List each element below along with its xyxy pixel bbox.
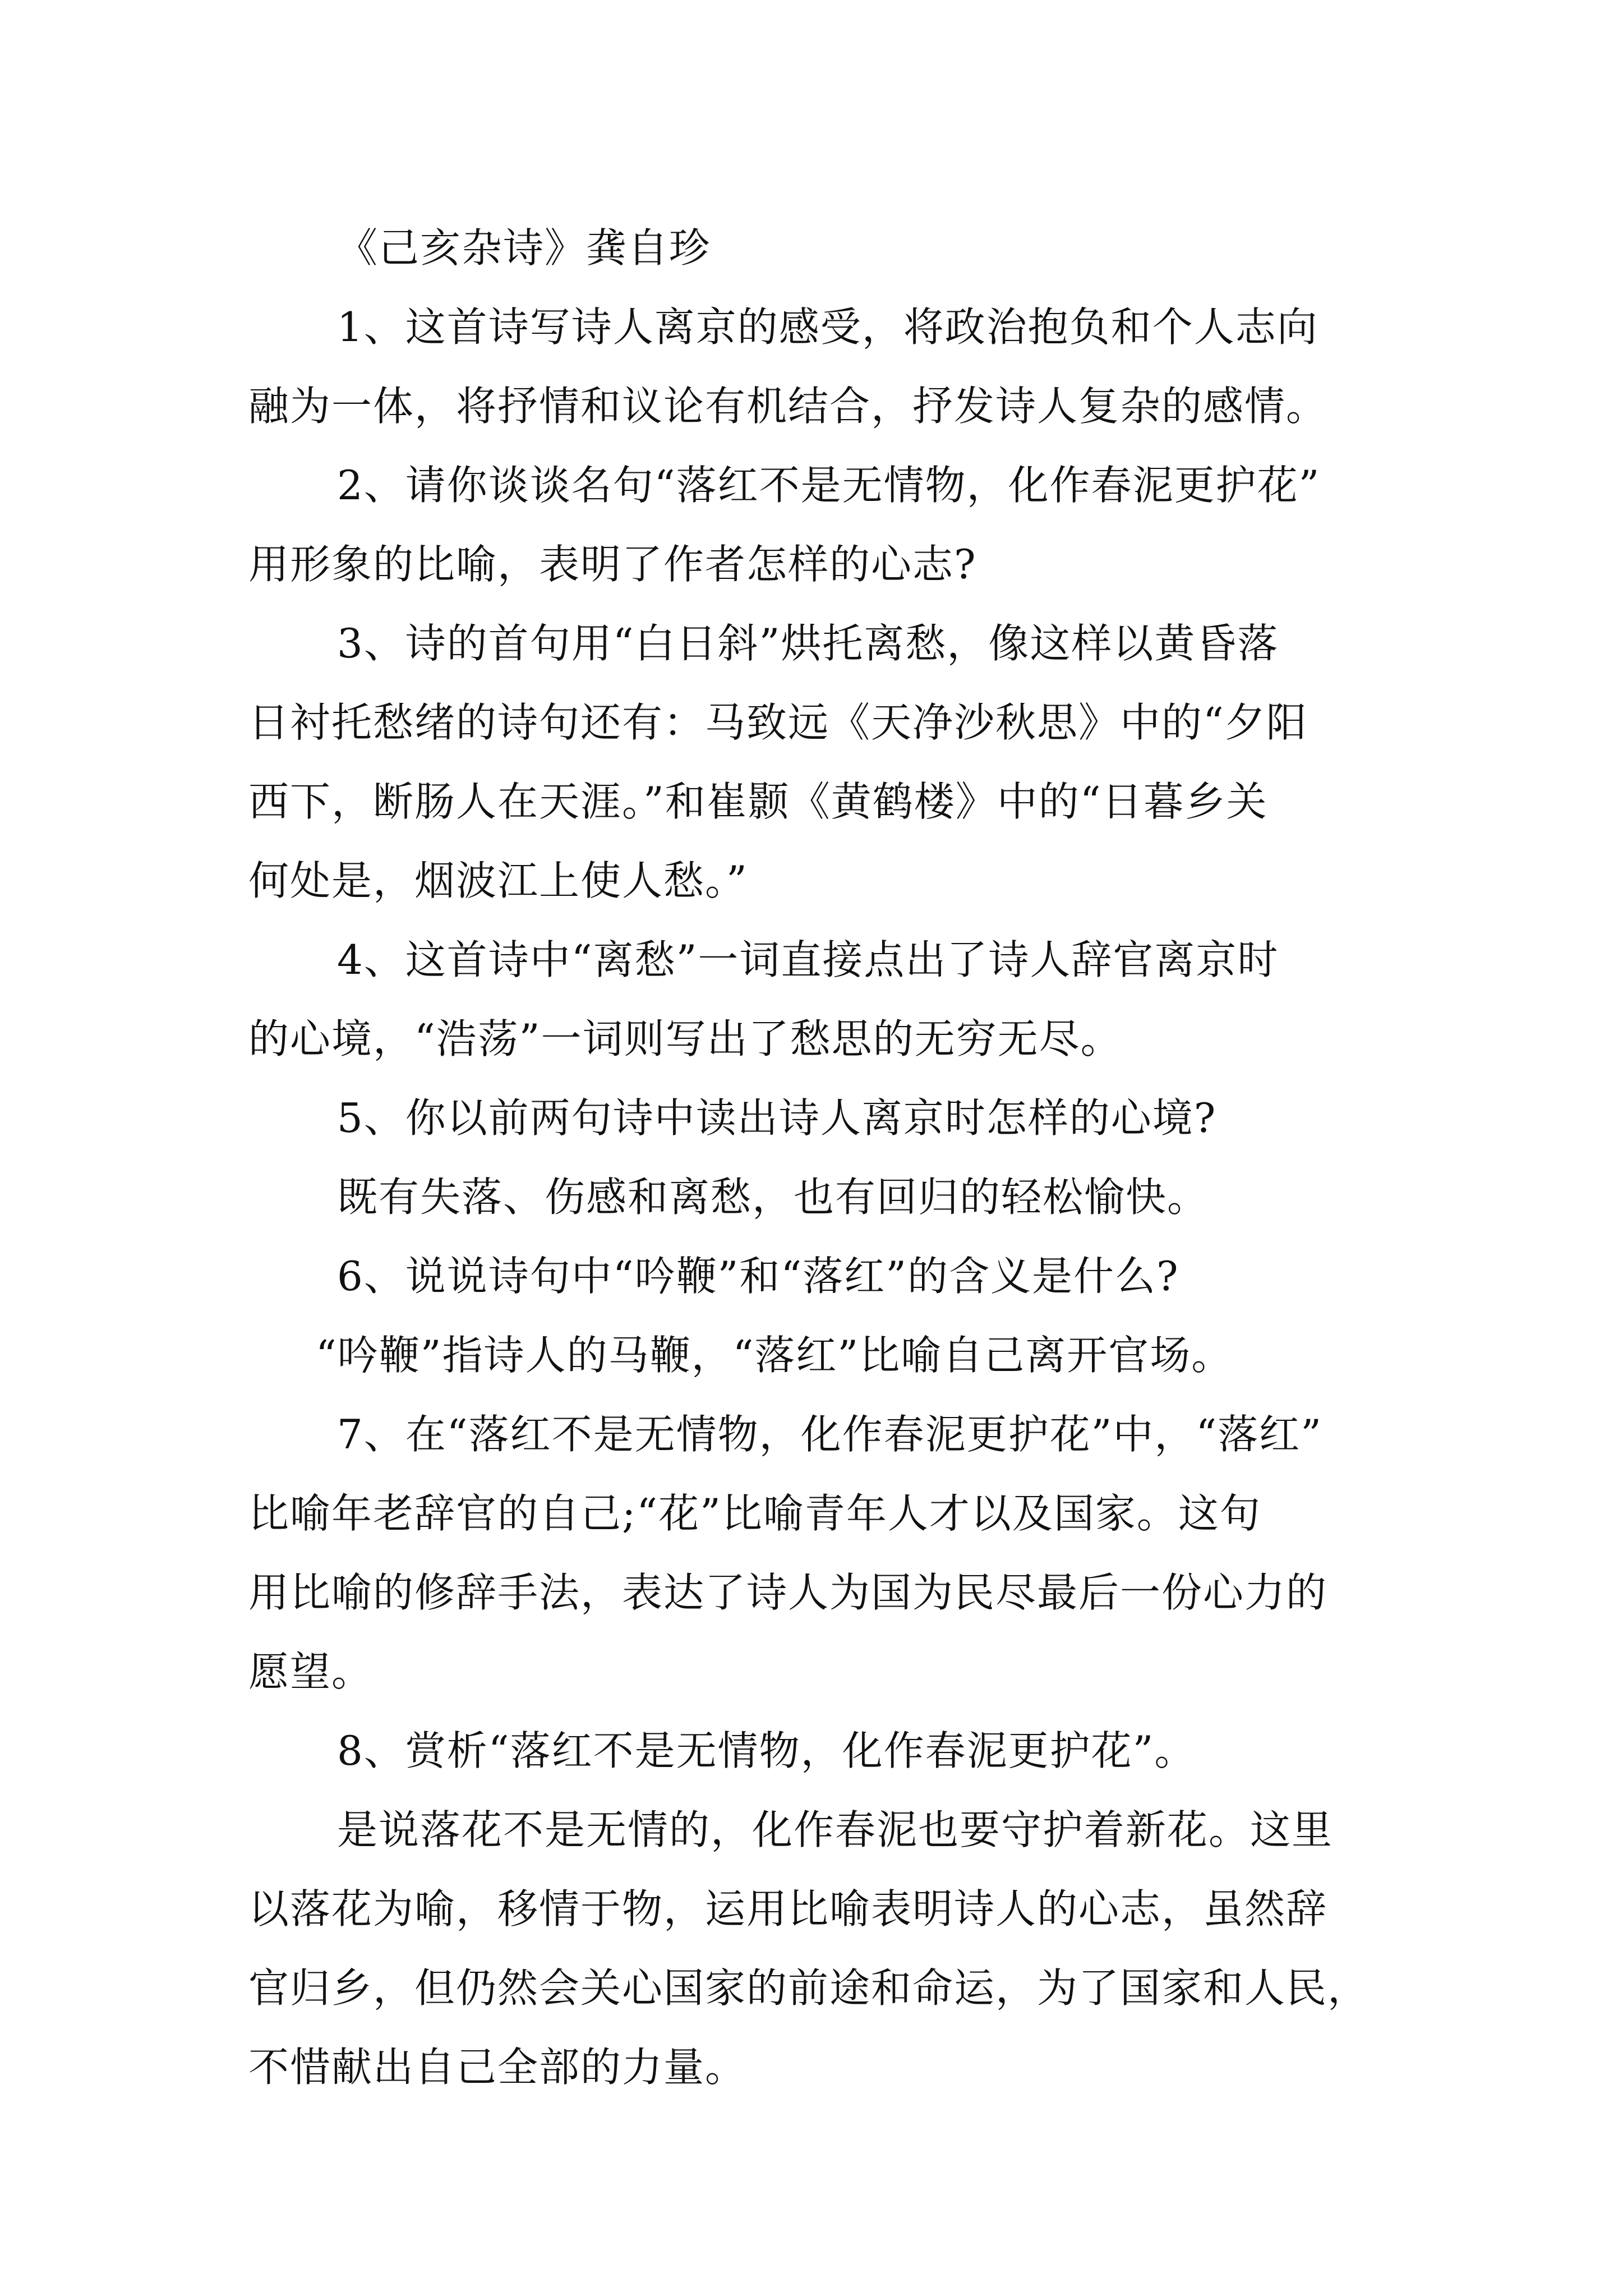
document-body <box>248 209 1376 2107</box>
paragraph-line: 官归乡，但仍然会关心国家的前途和命运，为了国家和人民， <box>248 1964 1370 2012</box>
paragraph-5 <box>248 1079 1376 1158</box>
paragraph-line: 西下，断肠人在天涯。”和崔颢《黄鹤楼》中的“日暮乡关 <box>248 778 1268 825</box>
paragraph-6 <box>248 1237 1376 1316</box>
paragraph-line: 不惜献出自己全部的力量。 <box>248 2044 747 2091</box>
paragraph-line: 是说落花不是无情的，化作春泥也要守护着新花。这里 <box>337 1806 1334 1853</box>
paragraph-line: 用形象的比喻，表明了作者怎样的心志? <box>248 541 977 588</box>
paragraph-line: 日衬托愁绪的诗句还有：马致远《天净沙秋思》中的“夕阳 <box>248 699 1308 746</box>
paragraph-line: 2、请你谈谈名句“落红不是无情物，化作春泥更护花” <box>337 462 1321 509</box>
paragraph-3 <box>248 604 1376 921</box>
paragraph-6-answer <box>248 1316 1376 1395</box>
document-title: 《己亥杂诗》龚自珍 <box>337 224 711 272</box>
paragraph-8-answer <box>248 1791 1376 2107</box>
paragraph-7 <box>248 1395 1376 1711</box>
paragraph-line: 4、这首诗中“离愁”一词直接点出了诗人辞官离京时 <box>337 936 1279 983</box>
paragraph-8 <box>248 1711 1376 1791</box>
paragraph-line: 的心境，“浩荡”一词则写出了愁思的无穷无尽。 <box>248 1015 1122 1062</box>
paragraph-line: 愿望。 <box>248 1648 374 1695</box>
paragraph-line: 6、说说诗句中“吟鞭”和“落红”的含义是什么? <box>337 1253 1179 1300</box>
paragraph-2 <box>248 446 1376 604</box>
paragraph-line: “吟鞭”指诗人的马鞭，“落红”比喻自己离开官场。 <box>316 1332 1233 1379</box>
paragraph-line: 以落花为喻，移情于物，运用比喻表明诗人的心志，虽然辞 <box>248 1885 1328 1932</box>
paragraph-line: 何处是，烟波江上使人愁。” <box>248 857 748 904</box>
paragraph-line: 比喻年老辞官的自己;“花”比喻青年人才以及国家。这句 <box>248 1490 1261 1537</box>
paragraph-5-answer <box>248 1158 1376 1237</box>
paragraph-line: 5、你以前两句诗中读出诗人离京时怎样的心境? <box>337 1094 1217 1142</box>
paragraph-4 <box>248 921 1376 1079</box>
paragraph-line: 3、诗的首句用“白日斜”烘托离愁，像这样以黄昏落 <box>337 620 1279 667</box>
paragraph-line: 用比喻的修辞手法，表达了诗人为国为民尽最后一份心力的 <box>248 1569 1328 1616</box>
paragraph-line: 8、赏析“落红不是无情物，化作春泥更护花”。 <box>337 1727 1196 1774</box>
paragraph-line: 1、这首诗写诗人离京的感受，将政治抱负和个人志向 <box>337 303 1318 351</box>
paragraph-line: 7、在“落红不是无情物，化作春泥更护花”中，“落红” <box>337 1411 1323 1458</box>
paragraph-line: 融为一体，将抒情和议论有机结合，抒发诗人复杂的感情。 <box>248 383 1328 430</box>
paragraph-1 <box>248 288 1376 446</box>
paragraph-line: 既有失落、伤感和离愁，也有回归的轻松愉快。 <box>337 1174 1209 1221</box>
